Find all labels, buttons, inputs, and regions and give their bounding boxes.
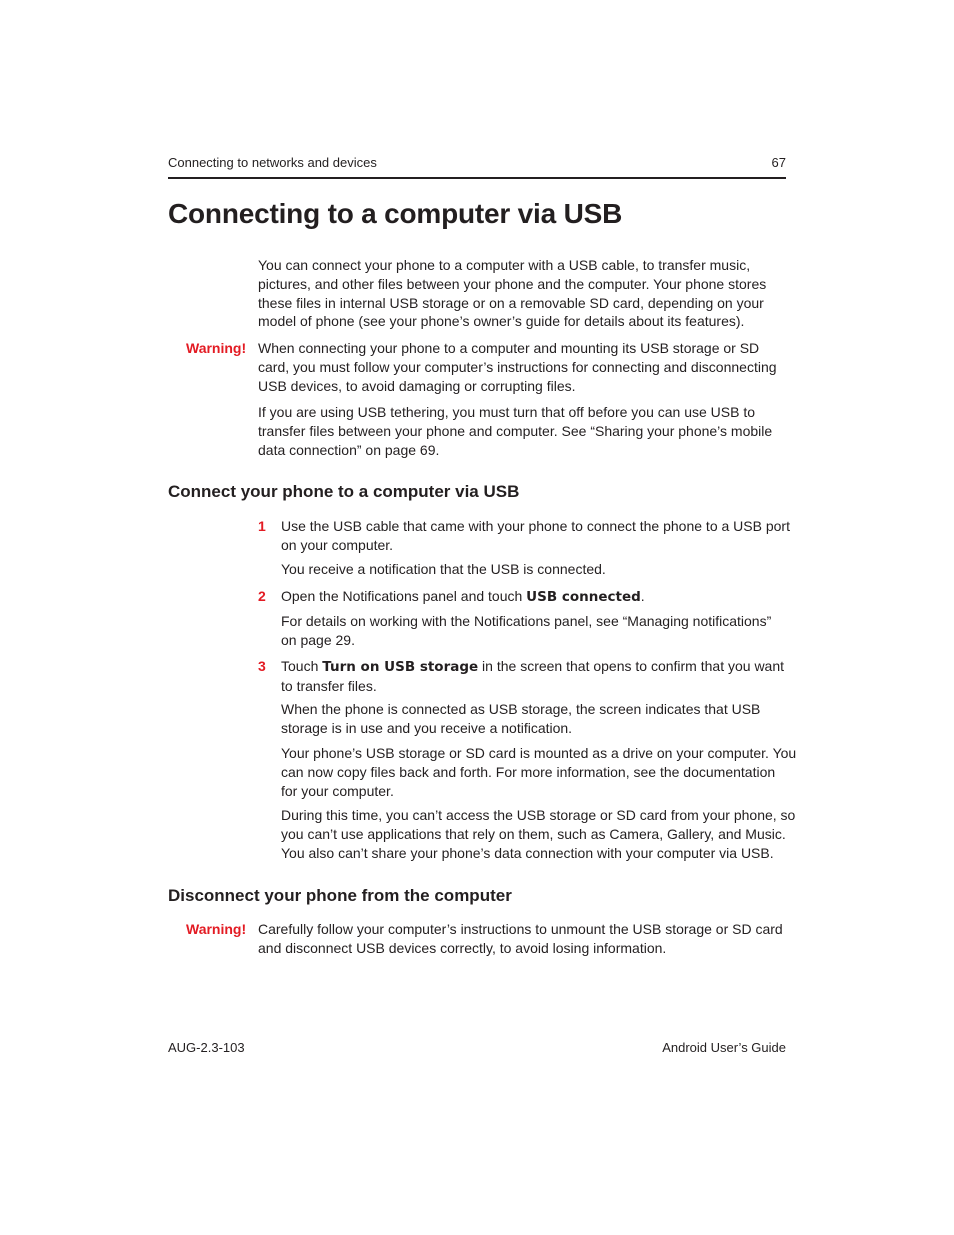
step-number: 1 [258, 518, 266, 534]
step-note: Your phone’s USB storage or SD card is mounted as a drive on your computer. You can now copy files back and forth. For more information, see the documentation for your computer. [281, 745, 797, 799]
tethering-note: If you are using USB tethering, you must turn that off before you can use USB to transfer files between your phone and computer. See “Sharing your phone’s mobile data connection” on page 69. [258, 404, 773, 458]
step-number: 3 [258, 658, 266, 674]
header-section-title: Connecting to networks and devices [168, 155, 377, 170]
ui-label-turn-on-usb-storage: Turn on USB storage [322, 659, 479, 675]
page-title: Connecting to a computer via USB [168, 198, 623, 229]
ui-label-usb-connected: USB connected [526, 589, 641, 605]
section-heading-connect: Connect your phone to a computer via USB [168, 482, 520, 501]
section-heading-disconnect: Disconnect your phone from the computer [168, 886, 512, 905]
warning-text: When connecting your phone to a computer and mounting its USB storage or SD card, you must follow your computer’s instructions for connecting and disconnecting USB devices, to avoid damaging or corrupting files. [258, 340, 777, 394]
footer-doc-id: AUG-2.3-103 [168, 1040, 245, 1055]
step-note: For details on working with the Notifications panel, see “Managing notifications” on page 29. [281, 613, 772, 648]
step-note: During this time, you can’t access the USB storage or SD card from your phone, so you can’t use applications that rely on them, such as Camera, Gallery, and Music. You also can’t share your phone’s data connection with your computer via USB. [281, 807, 796, 861]
page-number: 67 [771, 155, 786, 170]
step-text: Touch Turn on USB storage in the screen that opens to confirm that you want to transfer files. [281, 658, 785, 694]
step-number: 2 [258, 588, 266, 604]
intro-paragraph: You can connect your phone to a computer with a USB cable, to transfer music, pictures, and other files between your phone and the computer. Your phone stores these files in internal USB storage or on a removable SD card, depending on your model of phone (see your phone’s owner’s guide for details about its features). [258, 257, 767, 330]
warning-text: Carefully follow your computer’s instructions to unmount the USB storage or SD card and disconnect USB devices correctly, to avoid losing information. [258, 921, 783, 956]
running-header [168, 155, 786, 179]
step-note: You receive a notification that the USB is connected. [281, 561, 606, 577]
warning-label: Warning! [186, 921, 247, 937]
step-note: When the phone is connected as USB storage, the screen indicates that USB storage is in use and you receive a notification. [281, 701, 761, 736]
step-text: Open the Notifications panel and touch USB connected. [281, 588, 645, 605]
step-text: Use the USB cable that came with your phone to connect the phone to a USB port on your computer. [281, 518, 790, 553]
footer-guide-title: Android User’s Guide [662, 1040, 786, 1055]
warning-label: Warning! [186, 340, 247, 356]
